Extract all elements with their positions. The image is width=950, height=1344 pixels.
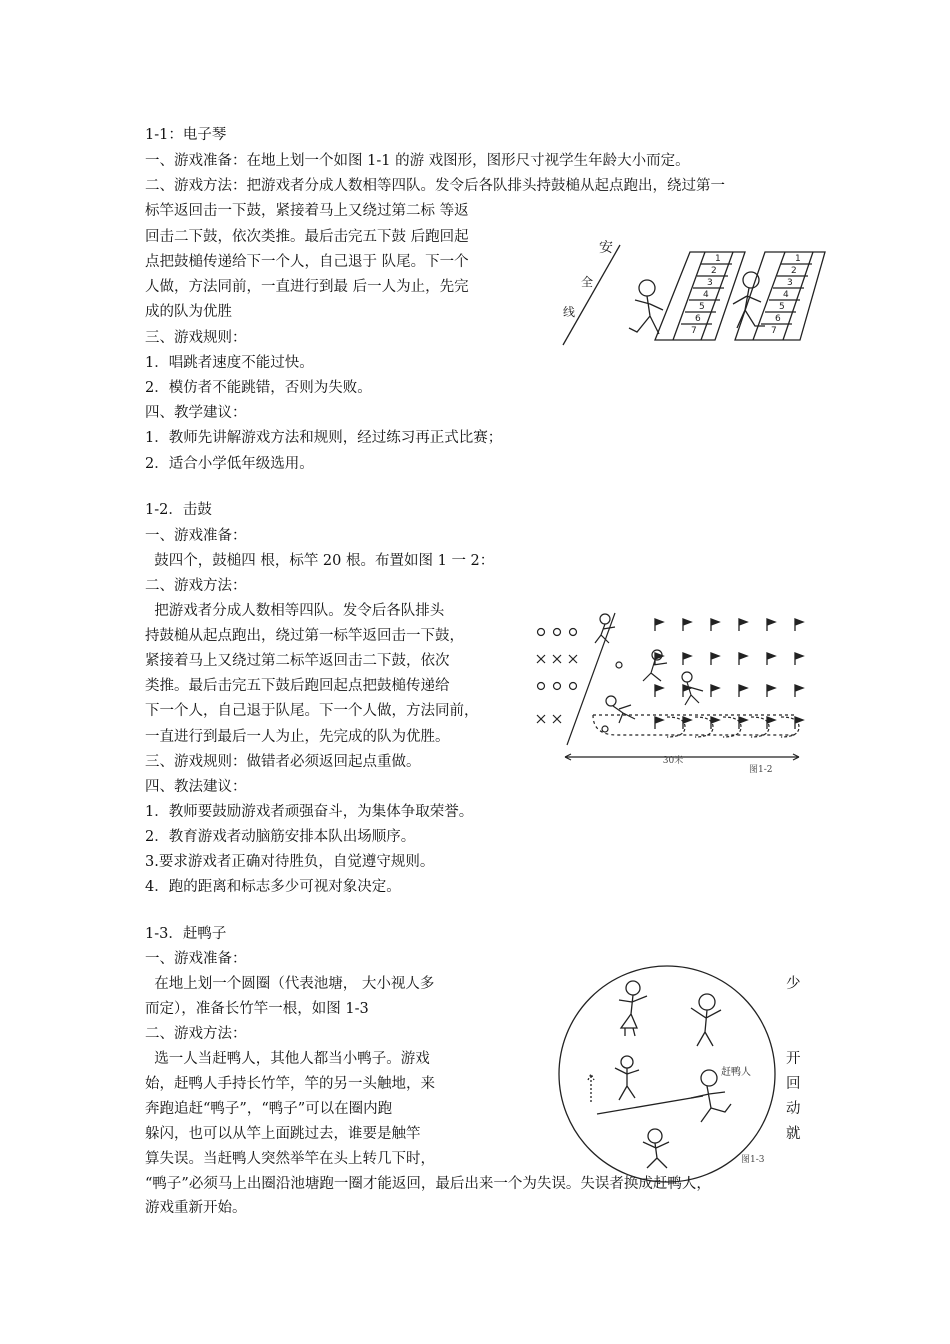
- runner-figure: [600, 614, 610, 624]
- fig-caption: 图1-3: [741, 1155, 765, 1165]
- s3-line: 始，赶鸭人手持长竹竿，竿的另一头触地，来: [145, 1076, 435, 1092]
- flag-pole: [767, 619, 775, 631]
- s2-line: 类推。最后击完五下鼓后跑回起点把鼓槌传递给: [145, 678, 450, 694]
- s3-line-right: 回: [786, 1076, 801, 1092]
- ladder-number: 1: [795, 254, 801, 264]
- s3-method-heading: 二、游戏方法：: [145, 1026, 247, 1042]
- ladder-number: 2: [711, 266, 717, 276]
- s2-line: 一直进行到最后一人为止，先完成的队为优胜。: [145, 729, 450, 745]
- ladder-number: 7: [771, 326, 777, 336]
- fig-label-driver: 赶鸭人: [721, 1067, 751, 1078]
- duck-figure: [699, 994, 715, 1010]
- flag-pole: [711, 653, 719, 665]
- s3-prep-heading: 一、游戏准备：: [145, 951, 247, 967]
- flag-pole: [655, 685, 663, 697]
- s1-advice-1: 1．教师先讲解游戏方法和规则，经过练习再正式比赛；: [145, 430, 503, 446]
- flag-grid: [655, 619, 803, 729]
- ladder-number: 4: [783, 290, 789, 300]
- runner-figure: [639, 280, 655, 296]
- ladder-number: 2: [791, 266, 797, 276]
- fig-caption: 图1-2: [749, 765, 773, 775]
- duck-figure: [621, 1056, 633, 1068]
- s3-line-right: 开: [786, 1051, 801, 1067]
- s3-line: 而定），准备长竹竿一根，如图 1-3: [145, 1001, 369, 1017]
- s1-rules-heading: 三、游戏规则：: [145, 330, 247, 346]
- s3-line: 算失误。当赶鸭人突然举竿在头上转几下时，: [145, 1151, 435, 1167]
- flag-pole: [739, 653, 747, 665]
- drum: [616, 662, 622, 668]
- flag-pole: [683, 619, 691, 631]
- s3-line: 奔跑追赶“鸭子”，“鸭子”可以在圈内跑: [145, 1101, 393, 1117]
- ladder-number: 4: [703, 290, 709, 300]
- section-1-3-title: 1-3．赶鸭子: [145, 926, 227, 942]
- s2-line: 把游戏者分成人数相等四队。发令后各队排头: [145, 603, 445, 619]
- s1-prep: 一、游戏准备：在地上划一个如图 1-1 的游 戏图形，图形尺寸视学生年龄大小而定。: [145, 153, 690, 169]
- flag-pole: [739, 685, 747, 697]
- fig-label-an: 安: [599, 240, 613, 256]
- s1-rule-1: 1．唱跳者速度不能过快。: [145, 355, 314, 371]
- s3-line-right: 就: [786, 1126, 801, 1142]
- s2-advice-4: 4．跑的距离和标志多少可视对象决定。: [145, 879, 401, 895]
- s1-advice-2: 2．适合小学低年级选用。: [145, 456, 314, 472]
- s3-line: 躲闪，也可以从竿上面跳过去，谁要是触竿: [145, 1126, 421, 1142]
- s2-method-heading: 二、游戏方法：: [145, 578, 247, 594]
- runner-figure: [743, 272, 759, 288]
- s1-line: 回击二下鼓，依次类推。最后击完五下鼓 后跑回起: [145, 229, 469, 245]
- ladder-number: 1: [715, 254, 721, 264]
- duck-figure: [648, 1129, 662, 1143]
- s2-advice-3: 3.要求游戏者正确对待胜负，自觉遵守规则。: [145, 854, 435, 870]
- flag-pole: [767, 717, 775, 729]
- flag-pole: [711, 619, 719, 631]
- s1-line: 点把鼓槌传递给下一个人，自己退于 队尾。下一个: [145, 254, 469, 270]
- s2-line: 持鼓槌从起点跑出，绕过第一标竿返回击一下鼓，: [145, 628, 464, 644]
- s2-line: 下一个人，自己退于队尾。下一个人做，方法同前，: [145, 703, 479, 719]
- section-1-1-title: 1-1：电子琴: [145, 127, 227, 143]
- s2-prep: 鼓四个，鼓槌四 根，标竿 20 根。布置如图 1 一 2：: [145, 553, 495, 569]
- fig-label-quan: 全: [581, 275, 594, 289]
- flag-pole: [795, 717, 803, 729]
- flag-pole: [655, 717, 663, 729]
- drum: [602, 726, 608, 732]
- s2-advice-heading: 四、教法建议：: [145, 779, 247, 795]
- flag-pole: [767, 685, 775, 697]
- flag-pole: [795, 619, 803, 631]
- flag-pole: [711, 685, 719, 697]
- s1-line: 人做，方法同前，一直进行到最 后一人为止，先完: [145, 279, 469, 295]
- flag-pole: [739, 619, 747, 631]
- figure-1-2: [527, 605, 817, 780]
- s3-line-right: 动: [786, 1101, 801, 1117]
- ladder-number: 5: [779, 302, 785, 312]
- flag-pole: [795, 653, 803, 665]
- ladder-number: 6: [695, 314, 701, 324]
- s1-line: 成的队为优胜: [145, 304, 232, 320]
- flag-pole: [767, 653, 775, 665]
- safety-line: [563, 245, 620, 345]
- flag-pole: [683, 653, 691, 665]
- duck-figure: [626, 981, 640, 995]
- duck-driver-figure: [701, 1070, 717, 1086]
- flag-pole: [795, 685, 803, 697]
- ladder-number: 6: [775, 314, 781, 324]
- bamboo-pole: [597, 1096, 703, 1114]
- ladder-number: 5: [699, 302, 705, 312]
- flag-pole: [739, 717, 747, 729]
- section-1-2-title: 1-2．击鼓: [145, 502, 212, 518]
- s3-line: 游戏重新开始。: [145, 1200, 247, 1216]
- s1-line: 标竿返回击一下鼓，紧接着马上又绕过第二标 等返: [145, 203, 469, 219]
- start-line: [567, 613, 615, 745]
- ladder-number: 7: [691, 326, 697, 336]
- flag-pole: [655, 619, 663, 631]
- flag-pole: [711, 717, 719, 729]
- s2-rules: 三、游戏规则：做错者必须返回起点重做。: [145, 754, 421, 770]
- s2-prep-heading: 一、游戏准备：: [145, 528, 247, 544]
- s3-line: 选一人当赶鸭人，其他人都当小鸭子。游戏: [145, 1051, 430, 1067]
- fig-distance-label: 30米: [662, 756, 684, 766]
- s3-line: “鸭子”必须马上出圈沿池塘跑一圈才能返回，最后出来一个为失误。失误者换成赶鸭人，: [145, 1176, 711, 1192]
- s3-line-right: 少: [786, 976, 801, 992]
- figure-1-3: [555, 962, 780, 1187]
- s1-method: 二、游戏方法：把游戏者分成人数相等四队。发令后各队排头持鼓槌从起点跑出，绕过第一: [145, 178, 725, 194]
- runner-figure: [682, 672, 692, 682]
- fig-label-xian: 线: [563, 305, 576, 319]
- s1-advice-heading: 四、教学建议：: [145, 405, 247, 421]
- flag-pole: [683, 717, 691, 729]
- s1-rule-2: 2．模仿者不能跳错，否则为失败。: [145, 380, 372, 396]
- ladder-number: 3: [787, 278, 793, 288]
- s2-line: 紧接着马上又绕过第二标竿返回击二下鼓，依次: [145, 653, 450, 669]
- ladder-number: 3: [707, 278, 713, 288]
- figure-1-1: [555, 240, 830, 355]
- runner-figure: [606, 696, 616, 706]
- s2-advice-2: 2．教育游戏者动脑筋安排本队出场顺序。: [145, 829, 416, 845]
- s2-advice-1: 1．教师要鼓励游戏者顽强奋斗，为集体争取荣誉。: [145, 804, 474, 820]
- s3-line: 在地上划一个圆圈（代表池塘， 大小视人多: [145, 976, 435, 992]
